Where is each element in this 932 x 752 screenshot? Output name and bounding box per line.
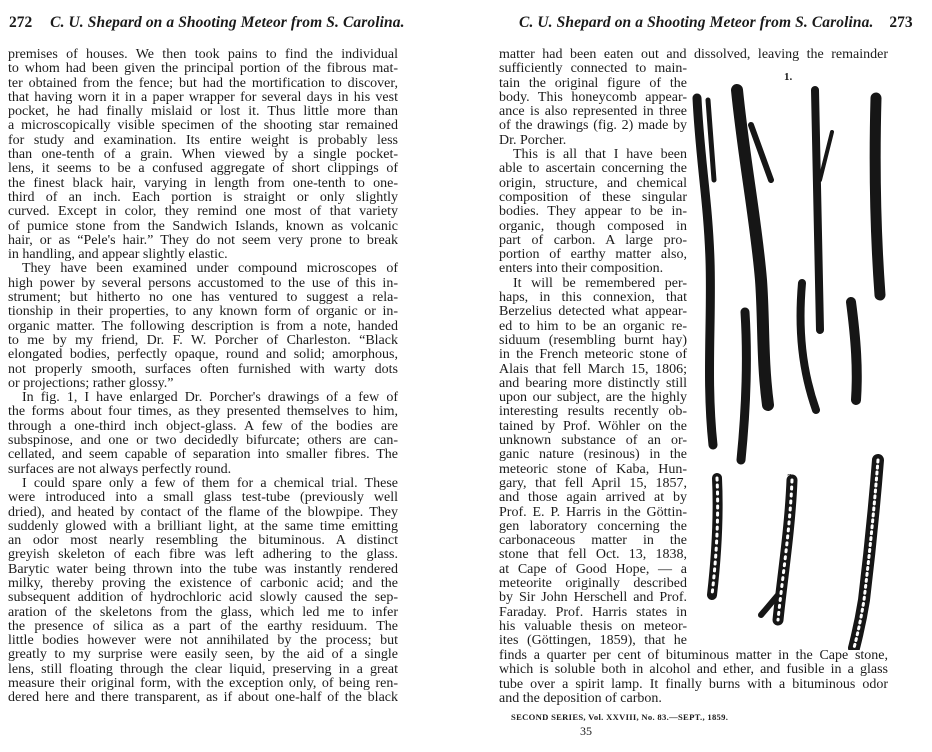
text-line: tained by Prof. Wöhler on the [499,418,687,434]
text-line: at Cape of Good Hope, — a [499,561,687,577]
text-line: tain the original figure of the [499,75,687,91]
text-line: part of carbon. A large pro- [499,232,687,248]
figure-2-fibres [712,460,878,648]
footer-series-line: SECOND SERIES, Vol. XXVIII, No. 83.—SEPT., 1859. [511,712,729,722]
text-line: Prof. E. P. Harris in the Göttin- [499,504,687,520]
text-line: premises of houses. We then took pains to find the individual [8,47,398,62]
text-line: Alais that fell March 15, 1806; [499,361,687,377]
text-line: dried), and heated by contact of the flame of the blowpipe. They [8,504,398,520]
text-line: to me by my friend, Dr. F. W. Porcher of Charleston. “Black [8,332,398,348]
fibre [741,312,746,460]
text-line: body. This honeycomb appear- [499,89,687,105]
fibre [875,98,880,295]
text-line: in handling, and appear slightly elastic. [8,247,228,263]
text-line: a microscopically visible specimen of the shooting star remained [8,118,398,134]
text-line: They have been examined under compound microscopes of [22,261,398,277]
text-line: or projections; rather glossy.” [8,375,174,391]
text-line: In fig. 1, I have enlarged Dr. Porcher's drawings of a few of [22,390,398,406]
text-line: Berzelius detected what appear- [499,304,687,320]
text-line: ance is also represented in three [499,104,687,120]
text-line: able to ascertain concerning the [499,161,687,177]
text-line: lens, it seems to be a confused aggregate of short clippings of [8,161,398,177]
text-line: suddenly glowed with a brilliant light, at the same time emitting [8,518,398,534]
text-line: elongated bodies, perfectly opaque, round and solid; amorphous, [8,347,398,363]
text-line: This is all that I have been [513,147,687,163]
text-line: ites (Göttingen, 1859), that he [499,633,687,649]
text-line: subsequent addition of hydrochloric acid slowly caused the sep- [8,590,398,606]
text-line: surfaces are not always perfectly round. [8,461,232,477]
fibre [708,100,714,180]
running-head [9,14,405,32]
text-line: bodies. They appear to be in- [499,204,687,220]
text-line: carbonaceous matter in the [499,533,687,549]
text-line: siduum (resembling burnt hay) [499,332,687,348]
text-line: portion of earthy matter also, [499,247,687,263]
figure-1-fibres [697,90,880,460]
text-line: stone that fell Oct. 13, 1838, [499,547,687,563]
text-line: finds a quarter per cent of bituminous matter in the Cape stone, [499,648,888,663]
text-line: ter obtained from the fence; but had the mortification to discover, [8,75,398,91]
figure-1-label: 1. [784,71,793,83]
text-line: strument; but hitherto no one has ventured to suggest a rela- [8,290,398,306]
text-line: the finest black hair, varying in length from one-tenth to one- [8,175,398,191]
text-line: for study and examination. Its entire weight is probably less [8,132,398,148]
text-line: tionship in their properties, to any known form of organic or in- [8,304,398,320]
text-line: haps, in this connexion, that [499,290,687,306]
text-line: milky, thereby proving the existence of carbonic acid; and the [8,575,398,591]
body-text-column [499,62,687,648]
text-line: greatly to my surprise were easily seen, by the aid of a single [8,647,398,663]
running-head-title: C. U. Shepard on a Shooting Meteor from S. Carolina. [50,14,405,31]
text-line: third of an inch. Each portion is straight or only slightly [8,189,398,205]
text-line: Faraday. Prof. Harris states in [499,604,687,620]
right-page [466,0,932,752]
figure-illustration [686,80,896,650]
text-line: the presence of silica as a part of the earthy residuum. The [8,618,398,634]
text-line: that having worn it in a paper wrapper for several days in his vest [8,89,398,105]
text-line: meteorite originally described [499,575,687,591]
text-line: curved. Except in color, they remind one most of that variety [8,204,398,220]
figure-2-label: 2. [787,472,796,484]
text-line: greyish skeleton of each fibre was left adhering to the glass. [8,547,398,563]
text-line: sufficiently connected to main- [499,61,687,77]
text-line: of pumice stone from the Sandwich Islands, known as volcanic [8,218,398,234]
text-line: meteoric stone of Kaba, Hun- [499,461,687,477]
text-line: which is soluble both in alcohol and ether, and fusible in a glass [499,662,888,678]
text-line: little bodies however were not annihilated by the process; but [8,633,398,649]
fibre [851,302,857,400]
text-line: aration of the skeletons from the glass, which led me to infer [8,604,398,620]
text-line: cellated, and seem capable of separation into smaller fibres. The [8,447,398,463]
body-text-bottom [499,649,888,706]
body-text [8,48,398,706]
text-line: and bearing more distinctly still [499,375,687,391]
text-line: origin, structure, and chemical [499,175,687,191]
fibre [801,283,816,410]
fibre [820,132,832,180]
fibre [815,90,820,330]
text-line: high power by several persons accustomed to the use of this in- [8,275,398,291]
text-line: lens, still floating through the clear liquid, preserving in a great [8,661,398,677]
text-line: in the French meteoric stone of [499,347,687,363]
text-line: ed to him to be an organic re- [499,318,687,334]
signature-mark: 35 [580,724,592,738]
text-line: gary, that fell April 15, 1857, [499,475,687,491]
text-line: tube over a spirit lamp. It finally burns with a bituminous odor [499,676,888,692]
text-line: Barytic water being thrown into the tube was instantly rendered [8,561,398,577]
text-line: interesting results recently ob- [499,404,687,420]
text-line: composition of these singular [499,189,687,205]
text-line: hair, or as “Pele's hair.” They do not seem very prone to break [8,232,398,248]
text-line: It will be remembered per- [513,275,687,291]
fibre [854,460,878,648]
text-line: not properly smooth, surfaces often furnished with warty dots [8,361,398,377]
text-line: of the drawings (fig. 2) made by [499,118,687,134]
body-text-top [499,48,888,62]
text-line: unknown substance of an or- [499,433,687,449]
page-number: 273 [889,14,913,31]
page-number: 272 [9,14,33,31]
text-line: organic matter. The following description is from a note, handed [8,318,398,334]
text-line: than one-tenth of a grain. When viewed by a single pocket- [8,147,398,163]
text-line: dered here and there transparent, as if about one-half of the black [8,690,398,706]
text-line: his valuable thesis on meteor- [499,618,687,634]
running-head-title: C. U. Shepard on a Shooting Meteor from S. Carolina. [519,14,874,31]
text-line: subspinose, and one or two decidedly bifurcate; others are can- [8,433,398,449]
running-head [519,14,913,32]
text-line: measure their original form, with the exception only, of being ren- [8,676,398,692]
text-line: pocket, he had finally mislaid or lost it. Thus little more than [8,104,398,120]
text-line: organic, though composed in [499,218,687,234]
text-line: gen laboratory concerning the [499,518,687,534]
text-line: enters into their composition. [499,261,664,277]
text-line: matter had been eaten out and dissolved, leaving the remainder [499,47,888,62]
fibre [751,125,771,180]
text-line: through a one-third inch object-glass. A few of the bodies are [8,418,398,434]
text-line: Dr. Porcher. [499,132,567,148]
text-line: the forms about four times, as they presented themselves to him, [8,404,398,420]
text-line: ganic nature (resinous) in the [499,447,687,463]
text-line: I could spare only a few of them for a chemical trial. These [22,475,398,491]
text-line: and those again arrived at by [499,490,687,506]
text-line: upon our subject, are the highly [499,390,687,406]
text-line: an odor most nearly resembling the bituminous. A distinct [8,533,398,549]
text-line: were introduced into a small glass test-tube (previously well [8,490,398,506]
text-line: by Sir John Herschell and Prof. [499,590,687,606]
text-line: to whom had been given the principal portion of the fibrous mat- [8,61,398,77]
text-line: and the deposition of carbon. [499,690,662,706]
